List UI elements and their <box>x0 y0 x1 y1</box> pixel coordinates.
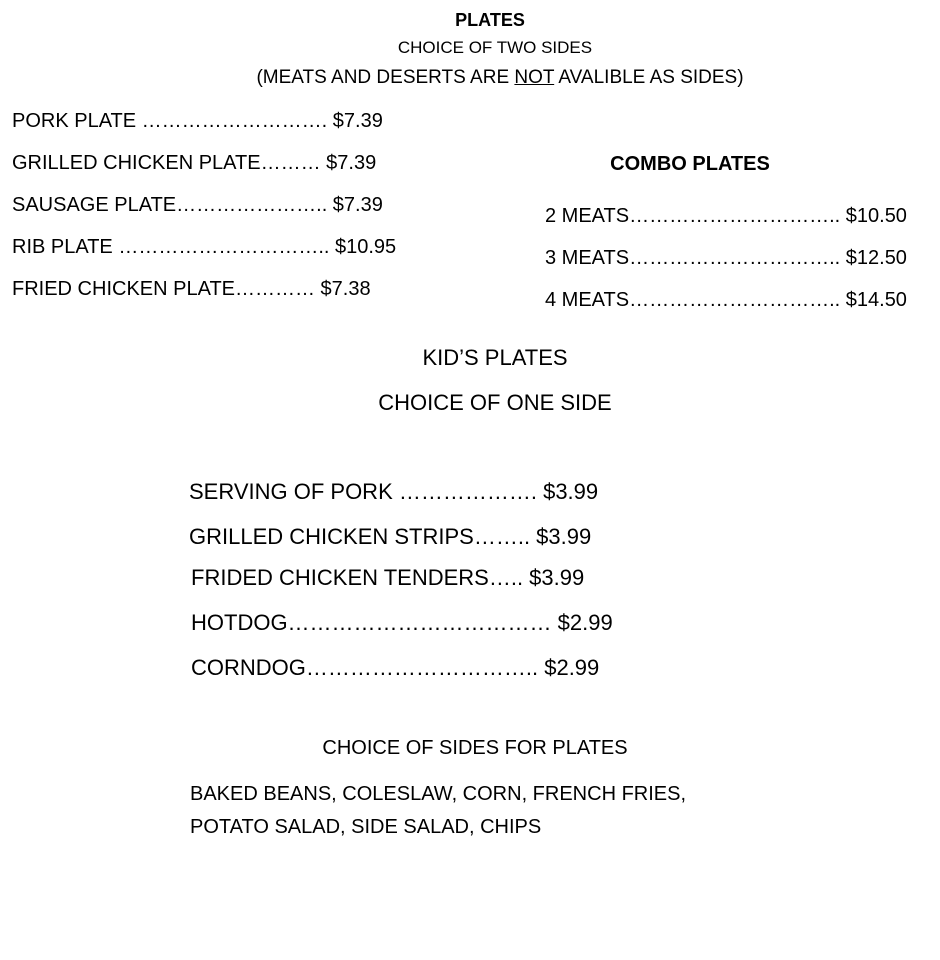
plates-note-after: AVALIBLE AS SIDES) <box>554 67 744 88</box>
combo-item-3-meats: 3 MEATS………………………….. $12.50 <box>545 247 907 269</box>
kids-item-pork: SERVING OF PORK ………………. $3.99 <box>189 479 599 504</box>
plate-item-fried-chicken: FRIED CHICKEN PLATE………… $7.38 <box>12 278 371 300</box>
plate-item-grilled-chicken: GRILLED CHICKEN PLATE……… $7.39 <box>12 152 377 174</box>
combo-item-4-meats: 4 MEATS………………………….. $14.50 <box>545 289 907 311</box>
kids-item-corndog: CORNDOG………………………….. $2.99 <box>191 655 600 680</box>
sides-heading: CHOICE OF SIDES FOR PLATES <box>322 737 628 759</box>
kids-subtitle: CHOICE OF ONE SIDE <box>378 390 612 415</box>
plates-heading: PLATES <box>455 10 525 30</box>
plates-note-emphasis: NOT <box>514 67 555 88</box>
plates-note <box>240 67 760 89</box>
combo-heading: COMBO PLATES <box>610 153 770 175</box>
plates-subtitle: CHOICE OF TWO SIDES <box>397 38 593 57</box>
sides-list: BAKED BEANS, COLESLAW, CORN, FRENCH FRIES, POTATO SALAD, SIDE SALAD, CHIPS <box>190 783 687 838</box>
plate-item-pork: PORK PLATE ………………………. $7.39 <box>12 110 383 132</box>
combo-item-2-meats: 2 MEATS………………………….. $10.50 <box>545 205 907 227</box>
kids-heading: KID’S PLATES <box>422 345 568 370</box>
kids-item-hotdog: HOTDOG……………………………… $2.99 <box>191 610 613 635</box>
kids-item-grilled-chicken-strips: GRILLED CHICKEN STRIPS…….. $3.99 <box>189 524 592 549</box>
plates-note-before: (MEATS AND DESERTS ARE <box>256 67 515 88</box>
plate-item-sausage: SAUSAGE PLATE………………….. $7.39 <box>12 194 383 216</box>
plate-item-rib: RIB PLATE ………………………….. $10.95 <box>12 236 397 258</box>
kids-item-chicken-tenders: FRIDED CHICKEN TENDERS….. $3.99 <box>191 565 585 590</box>
